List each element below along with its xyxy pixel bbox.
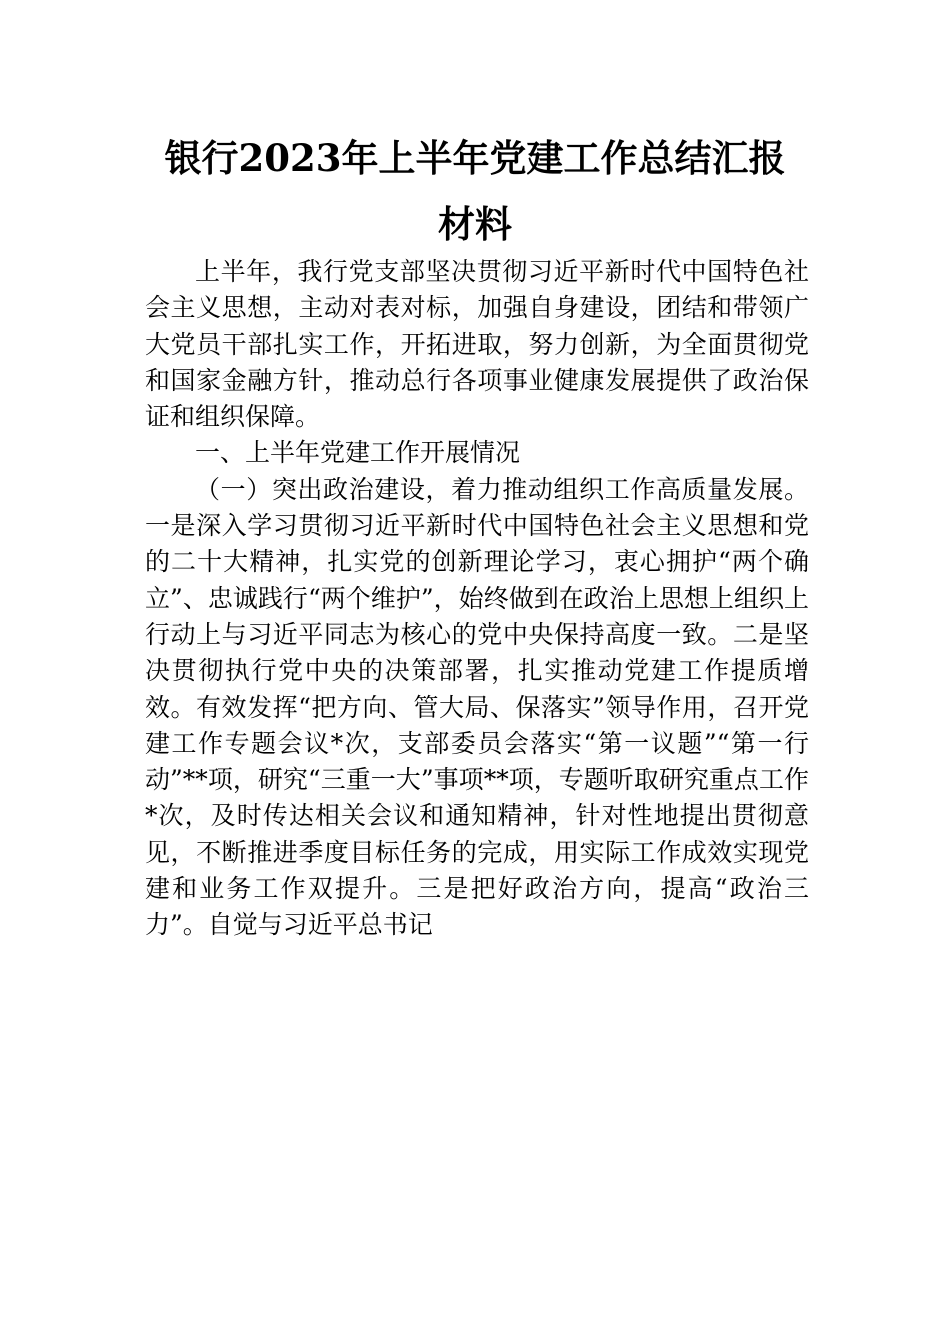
section-heading-1: 一、上半年党建工作开展情况 <box>195 438 521 468</box>
document-body <box>145 254 809 944</box>
document-title-line2: 材料 <box>438 202 512 246</box>
body-paragraph-intro: 上半年，我行党支部坚决贯彻习近平新时代中国特色社会主义思想，主动对表对标，加强自身建设，团结和带领广大党员干部扎实工作，开拓进取，努力创新，为全面贯彻党和国家金融方针，推动总行各项事业健康发展提供了政治保证和组织保障。 <box>145 257 809 432</box>
document-title-line1: 银行2023年上半年党建工作总结汇报 <box>164 136 786 180</box>
body-paragraph-1: （一）突出政治建设，着力推动组织工作高质量发展。一是深入学习贯彻习近平新时代中国特色社会主义思想和党的二十大精神，扎实党的创新理论学习，衷心拥护“两个确立”、忠诚践行“两个维护”，始终做到在政治上思想上组织上行动上与习近平同志为核心的党中央保持高度一致。二是坚决贯彻执行党中央的决策部署，扎实推动党建工作提质增效。有效发挥“把方向、管大局、保落实”领导作用，召开党建工作专题会议*次，支部委员会落实“第一议题”“第一行动”**项，研究“三重一大”事项**项，专题听取研究重点工作*次，及时传达相关会议和通知精神，针对性地提出贯彻意见，不断推进季度目标任务的完成，用实际工作成效实现党建和业务工作双提升。三是把好政治方向，提高“政治三力”。自觉与习近平总书记 <box>145 474 809 940</box>
